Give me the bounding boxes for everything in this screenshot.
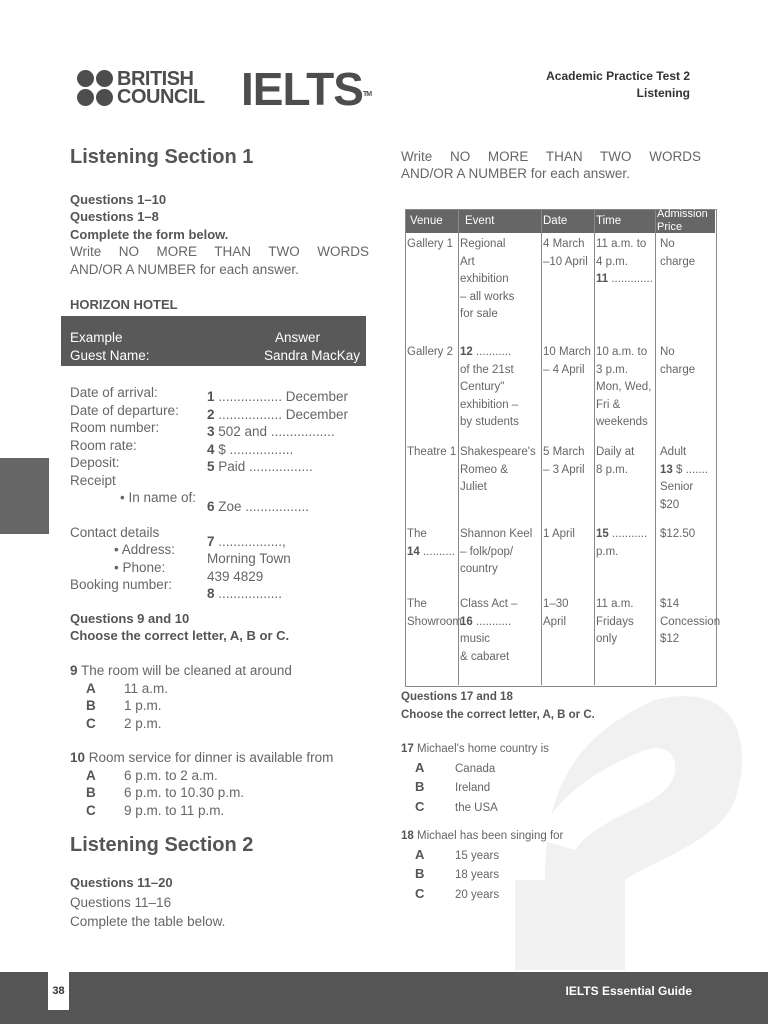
table-cell-event xyxy=(460,344,519,432)
option xyxy=(401,759,549,779)
table-cell-line: Concession xyxy=(660,615,721,628)
section2-question-range: Questions 11–20 xyxy=(70,875,173,890)
table-cell-line: Century" xyxy=(460,381,505,393)
question-text: Room service for dinner is available from xyxy=(85,750,334,765)
table-header: Venue xyxy=(410,215,443,227)
table-cell-time xyxy=(596,596,634,649)
answer-blank: $ ................. xyxy=(214,441,294,457)
option-letter: A xyxy=(86,767,96,783)
option xyxy=(401,865,563,885)
q17-18-instruction: Choose the correct letter, A, B or C. xyxy=(401,709,595,721)
question-10 xyxy=(70,749,333,819)
option xyxy=(70,697,292,715)
table-cell-date xyxy=(543,344,591,379)
table-cell-line: 14 .......... xyxy=(407,545,455,558)
bc-logo-line1: BRITISH xyxy=(117,68,194,90)
table-cell-venue xyxy=(407,344,453,362)
table-cell-line: exhibition xyxy=(460,273,509,285)
table-divider xyxy=(594,210,595,685)
table-cell-line: p.m. xyxy=(596,545,619,558)
answer-number: 2 xyxy=(207,406,215,422)
table-cell-line: Gallery 1 xyxy=(407,238,454,250)
table-cell-line: 11 a.m. to xyxy=(596,238,647,250)
form-label: Booking number: xyxy=(70,577,173,592)
test-title: Academic Practice Test 2 xyxy=(546,69,690,83)
form-label: • Address: xyxy=(114,542,176,557)
option-text: the USA xyxy=(455,801,498,814)
table-cell-line: 12 ........... xyxy=(460,346,512,358)
table-cell-price xyxy=(660,526,695,544)
test-header xyxy=(546,68,690,102)
table-cell-line: – all works xyxy=(460,290,515,303)
option xyxy=(401,778,549,798)
table-cell-line: 10 March xyxy=(543,346,591,358)
form-answer xyxy=(207,458,348,476)
section2-write-line2: AND/OR A NUMBER for each answer. xyxy=(401,166,630,181)
table-cell-line: only xyxy=(596,633,618,645)
table-cell-line: Showroom xyxy=(407,615,462,628)
table-cell-line: Gallery 2 xyxy=(407,346,454,358)
form-answer xyxy=(207,388,348,406)
table-cell-time xyxy=(596,444,634,479)
form-label: • In name of: xyxy=(120,490,197,505)
q9-10-title: Questions 9 and 10 xyxy=(70,611,190,626)
ielts-logo xyxy=(241,64,371,114)
page-number: 38 xyxy=(48,972,69,1010)
table-cell-line: 11 a.m. xyxy=(596,598,634,610)
table-cell-line: for sale xyxy=(460,308,498,320)
footer-bar xyxy=(0,972,768,1024)
form-answer xyxy=(207,585,348,603)
table-cell-line: Senior xyxy=(660,481,694,493)
table-cell-line: – 4 April xyxy=(543,363,585,376)
table-cell-line: Shannon Keel xyxy=(460,528,533,540)
option-text: Canada xyxy=(455,762,496,775)
option xyxy=(401,798,549,818)
table-cell-line: April xyxy=(543,615,567,628)
option-letter: C xyxy=(415,885,425,901)
section1-write-line1: Write NO MORE THAN TWO WORDS xyxy=(70,244,369,259)
table-cell-time xyxy=(596,344,651,432)
table-cell-line: Regional xyxy=(460,238,506,250)
option-letter: C xyxy=(86,715,96,731)
answer-blank: ................. December xyxy=(214,389,349,404)
table-cell-line: 3 p.m. xyxy=(596,363,628,376)
table-cell-line: of the 21st xyxy=(460,363,514,376)
table-cell-date xyxy=(543,444,585,479)
table-cell-line: Fridays xyxy=(596,615,634,628)
table-cell-line: – 3 April xyxy=(543,463,585,476)
table-cell-price xyxy=(660,344,695,379)
option-text: 9 p.m. to 11 p.m. xyxy=(124,802,225,818)
table-cell-line: Class Act – xyxy=(460,598,518,610)
q17-18-title: Questions 17 and 18 xyxy=(401,691,513,703)
option-text: Ireland xyxy=(455,782,491,794)
table-cell-venue xyxy=(407,236,453,254)
option-letter: B xyxy=(86,698,96,713)
form-answer xyxy=(207,441,348,459)
answer-blank: 502 and ................. xyxy=(214,424,335,439)
table-cell-line: 11 ............. xyxy=(596,273,653,285)
answer-blank: Zoe ................. xyxy=(214,499,310,514)
option-letter: A xyxy=(415,846,425,862)
form-label: Date of arrival: xyxy=(70,385,158,400)
table-cell-line: weekends xyxy=(596,416,648,428)
table-cell-time xyxy=(596,236,653,289)
option-text: 20 years xyxy=(455,888,500,901)
test-subtitle: Listening xyxy=(636,86,690,100)
form-answer xyxy=(207,550,348,568)
table-cell-line: 5 March xyxy=(543,446,585,458)
table-cell-line: –10 April xyxy=(543,255,588,268)
section2-title: Listening Section 2 xyxy=(70,834,254,856)
option xyxy=(70,802,333,820)
form-label: Contact details xyxy=(70,524,160,540)
table-cell-line: No xyxy=(660,346,675,358)
option-text: 1 p.m. xyxy=(124,698,162,713)
question-number: 10 xyxy=(70,750,86,765)
table-header: Time xyxy=(596,215,622,227)
option xyxy=(70,767,333,785)
table-cell-line: 1 April xyxy=(543,528,575,540)
option-letter: B xyxy=(415,866,425,881)
table-cell-line: $14 xyxy=(660,598,680,610)
table-cell-line: Romeo & xyxy=(460,463,508,476)
table-cell-line: Art xyxy=(460,255,475,268)
table-cell-line: Theatre 1 xyxy=(407,446,457,458)
table-cell-line: 10 a.m. to xyxy=(596,346,648,358)
form-label: Room rate: xyxy=(70,437,137,453)
form-label: • Phone: xyxy=(114,559,166,575)
table-cell-price xyxy=(660,444,708,514)
form-label: Room number: xyxy=(70,420,160,435)
table-cell-date xyxy=(543,526,575,544)
table-cell-line: $12 xyxy=(660,633,680,645)
table-cell-line: $12.50 xyxy=(660,528,696,540)
table-cell-line: 13 $ ....... xyxy=(660,463,708,476)
answer-blank: ................. December xyxy=(214,406,349,422)
form-answer xyxy=(207,498,348,516)
example-box xyxy=(61,316,366,366)
answer-blank: Paid ................. xyxy=(214,459,313,474)
table-cell-event xyxy=(460,236,514,324)
option-text: 2 p.m. xyxy=(124,715,162,731)
option-letter: A xyxy=(86,680,96,696)
form-answer xyxy=(207,423,348,441)
table-cell-time xyxy=(596,526,647,561)
answer-number: 3 xyxy=(207,424,215,439)
table-cell-line: Mon, Wed, xyxy=(596,381,652,393)
example-label: Example xyxy=(70,330,123,345)
table-cell-venue xyxy=(407,596,462,631)
table-divider xyxy=(655,210,656,685)
option xyxy=(401,885,563,905)
table-cell-line: Daily at xyxy=(596,446,635,458)
answer-number: 6 xyxy=(207,499,215,514)
form-label: Date of departure: xyxy=(70,402,179,418)
table-cell-event xyxy=(460,444,536,497)
question-18 xyxy=(401,828,563,904)
section1-title: Listening Section 1 xyxy=(70,146,254,168)
question-text: Michael has been singing for xyxy=(413,830,564,842)
question-17 xyxy=(401,741,549,817)
table-header: Date xyxy=(543,215,568,227)
table-cell-line: charge xyxy=(660,255,696,268)
answer-blank: ................., xyxy=(214,533,286,549)
table-cell-line: – folk/pop/ xyxy=(460,545,514,558)
question-9 xyxy=(70,662,292,732)
section1-question-sub: Questions 1–8 xyxy=(70,209,159,224)
table-cell-line: Adult xyxy=(660,446,687,458)
answer-text: Morning Town xyxy=(207,551,291,566)
ielts-logo-text: IELTS xyxy=(241,63,363,115)
question-text: The room will be cleaned at around xyxy=(77,663,292,678)
table-cell-line: Juliet xyxy=(460,481,487,493)
side-tab xyxy=(0,458,49,534)
option-letter: C xyxy=(415,798,425,814)
table-cell-line: Shakespeare's xyxy=(460,446,536,458)
option xyxy=(70,715,292,733)
option-text: 6 p.m. to 10.30 p.m. xyxy=(124,785,245,800)
table-cell-event xyxy=(460,596,518,666)
option-text: 18 years xyxy=(455,869,500,881)
example-value: Sandra MacKay xyxy=(263,348,360,363)
option-letter: B xyxy=(415,779,425,794)
table-cell-line: exhibition – xyxy=(460,398,519,411)
form-answers xyxy=(207,388,348,603)
table-header-line: Price xyxy=(657,221,683,233)
table-cell-line: The xyxy=(407,598,427,610)
table-cell-line: The xyxy=(407,528,427,540)
table-cell-line: Fri & xyxy=(596,398,621,411)
table-cell-line: 8 p.m. xyxy=(596,463,628,476)
table-cell-line: 15 ........... xyxy=(596,528,648,540)
table-cell-line: country xyxy=(460,563,498,575)
option-text: 15 years xyxy=(455,849,500,862)
table-header-line: Admission xyxy=(657,208,708,220)
answer-number: 1 xyxy=(207,389,215,404)
section2-instruction: Complete the table below. xyxy=(70,914,226,929)
table-header-row xyxy=(406,210,715,233)
section1-instruction: Complete the form below. xyxy=(70,227,229,242)
form-answer xyxy=(207,406,348,424)
section2-write-line1: Write NO MORE THAN TWO WORDS xyxy=(401,149,701,164)
question-number: 9 xyxy=(70,663,78,678)
table-cell-line: charge xyxy=(660,363,696,376)
table-cell-line: $20 xyxy=(660,498,680,511)
option-letter: C xyxy=(86,802,96,818)
table-cell-line: music xyxy=(460,633,491,645)
form-title: HORIZON HOTEL xyxy=(70,297,178,312)
table-cell-line: 16 ........... xyxy=(460,615,512,628)
answer-number: 7 xyxy=(207,533,215,549)
option-letter: B xyxy=(86,785,96,800)
table-cell-line: 4 p.m. xyxy=(596,255,628,268)
table-header xyxy=(657,208,708,234)
option xyxy=(401,846,563,866)
question-number: 17 xyxy=(401,743,414,755)
table-header: Event xyxy=(465,215,495,227)
table-cell-line: 4 March xyxy=(543,238,585,250)
option-text: 6 p.m. to 2 a.m. xyxy=(124,767,218,783)
table-cell-price xyxy=(660,596,720,649)
answer-text: 439 4829 xyxy=(207,568,264,584)
form-label: Deposit: xyxy=(70,455,120,470)
section1-question-range: Questions 1–10 xyxy=(70,192,167,207)
section1-write-line2: AND/OR A NUMBER for each answer. xyxy=(70,262,299,277)
option-letter: A xyxy=(415,759,425,775)
answer-blank: ................. xyxy=(214,586,283,601)
table-cell-line: 1–30 xyxy=(543,598,569,610)
table-cell-venue xyxy=(407,526,455,561)
table-cell-price xyxy=(660,236,695,271)
form-answer xyxy=(207,533,348,551)
answer-number: 4 xyxy=(207,441,215,457)
example-answer-label: Answer xyxy=(275,330,321,345)
table-cell-event xyxy=(460,526,532,579)
option xyxy=(70,680,292,698)
question-number: 18 xyxy=(401,830,414,842)
option-text: 11 a.m. xyxy=(124,680,169,696)
table-cell-venue xyxy=(407,444,456,462)
form-labels xyxy=(70,384,196,594)
table-cell-date xyxy=(543,236,588,271)
answer-number: 5 xyxy=(207,459,215,474)
answer-number: 8 xyxy=(207,586,215,601)
form-label: Receipt xyxy=(70,472,116,488)
table-cell-line: by students xyxy=(460,416,519,428)
q9-10-instruction: Choose the correct letter, A, B or C. xyxy=(70,628,290,643)
footer-title: IELTS Essential Guide xyxy=(565,984,692,998)
table-cell-line: & cabaret xyxy=(460,650,510,663)
example-field: Guest Name: xyxy=(70,348,150,363)
option xyxy=(70,784,333,802)
section2-question-sub: Questions 11–16 xyxy=(70,895,172,910)
form-answer xyxy=(207,568,348,586)
table-cell-date xyxy=(543,596,569,631)
bc-logo-line2: COUNCIL xyxy=(117,86,205,108)
ielts-tm: TM xyxy=(362,91,372,98)
british-council-dots-icon xyxy=(77,70,113,106)
question-text: Michael's home country is xyxy=(413,743,549,755)
table-divider xyxy=(541,210,542,685)
table-cell-line: No xyxy=(660,238,675,250)
british-council-logo xyxy=(77,70,205,106)
